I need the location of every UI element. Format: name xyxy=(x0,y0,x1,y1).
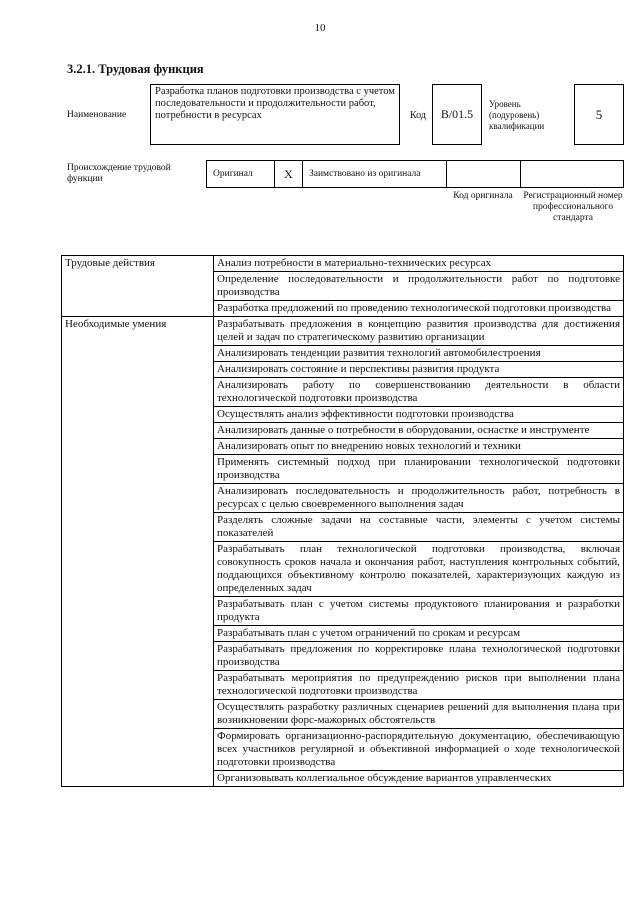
skill-item: Разрабатывать план с учетом ограничений по срокам и ресурсам xyxy=(214,626,624,642)
skill-item: Разрабатывать мероприятия по предупреждению рисков при выполнении плана технологической подготовки производства xyxy=(214,671,624,700)
labor-actions-category: Трудовые действия xyxy=(62,256,214,317)
labor-action-item: Разработка предложений по проведению технологической подготовки производства xyxy=(214,301,624,317)
skill-item: Применять системный подход при планировании технологической подготовки производства xyxy=(214,455,624,484)
name-value-box: Разработка планов подготовки производства с учетом последовательности и продолжительности работ, потребности в ресурсах xyxy=(150,84,400,145)
skill-item: Анализировать работу по совершенствованию деятельности в области технологической подготовки производства xyxy=(214,378,624,407)
section-heading: 3.2.1. Трудовая функция xyxy=(67,62,204,76)
reg-number-cell xyxy=(521,161,623,187)
skills-category: Необходимые умения xyxy=(62,317,214,787)
level-label: Уровень (подуровень) квалификации xyxy=(489,99,545,131)
skill-item: Осуществлять разработку различных сценариев решений для выполнения плана при возникновении форс-мажорных обстоятельств xyxy=(214,700,624,729)
skill-item: Осуществлять анализ эффективности подготовки производства xyxy=(214,407,624,423)
original-code-cell xyxy=(447,161,521,187)
skill-item: Разрабатывать предложения по корректировке плана технологической подготовки производства xyxy=(214,642,624,671)
name-label: Наименование xyxy=(67,110,127,120)
original-code-caption: Код оригинала xyxy=(453,191,513,201)
level-value-box: 5 xyxy=(574,84,624,145)
reg-number-caption: Регистрационный номер профессионального стандарта xyxy=(523,191,623,223)
skill-item: Анализировать опыт по внедрению новых технологий и техники xyxy=(214,439,624,455)
page-number: 10 xyxy=(314,22,326,34)
origin-label: Происхождение трудовой функции xyxy=(67,163,171,184)
original-mark: X xyxy=(275,161,303,187)
skill-item: Разрабатывать предложения в концепцию развития производства для достижения целей и задач по стратегическому развитию организации xyxy=(214,317,624,346)
original-label: Оригинал xyxy=(207,161,275,187)
skill-item: Разрабатывать план технологической подготовки производства, включая совокупность сроков начала и окончания работ, наступления контрольных событий, поддающихся объективному контролю показателей, характеризующих каждую из определенных задач xyxy=(214,542,624,597)
skill-item: Организовывать коллегиальное обсуждение вариантов управленческих xyxy=(214,771,624,787)
code-value-box: В/01.5 xyxy=(432,84,482,145)
skill-item: Разрабатывать план с учетом системы продуктового планирования и разработки продукта xyxy=(214,597,624,626)
skill-item: Анализировать данные о потребности в оборудовании, оснастке и инструменте xyxy=(214,423,624,439)
labor-action-item: Анализ потребности в материально-технических ресурсах xyxy=(214,256,624,272)
labor-action-item: Определение последовательности и продолжительности работ по подготовке производства xyxy=(214,272,624,301)
skill-item: Анализировать тенденции развития технологий автомобилестроения xyxy=(214,346,624,362)
skill-item: Анализировать последовательность и продолжительность работ, потребность в ресурсах с целью своевременного выполнения задач xyxy=(214,484,624,513)
skill-item: Анализировать состояние и перспективы развития продукта xyxy=(214,362,624,378)
labor-action-row xyxy=(62,256,624,272)
origin-row xyxy=(206,160,624,188)
skill-item: Формировать организационно-распорядительную документацию, обеспечивающую всех участников регулярной и объективной информацией о ходе технологической подготовки производства xyxy=(214,729,624,771)
skill-item: Разделять сложные задачи на составные части, элементы с учетом системы показателей xyxy=(214,513,624,542)
labor-function-table xyxy=(61,255,624,787)
skill-row xyxy=(62,317,624,346)
code-label: Код xyxy=(410,110,426,121)
borrowed-label: Заимствовано из оригинала xyxy=(303,161,447,187)
